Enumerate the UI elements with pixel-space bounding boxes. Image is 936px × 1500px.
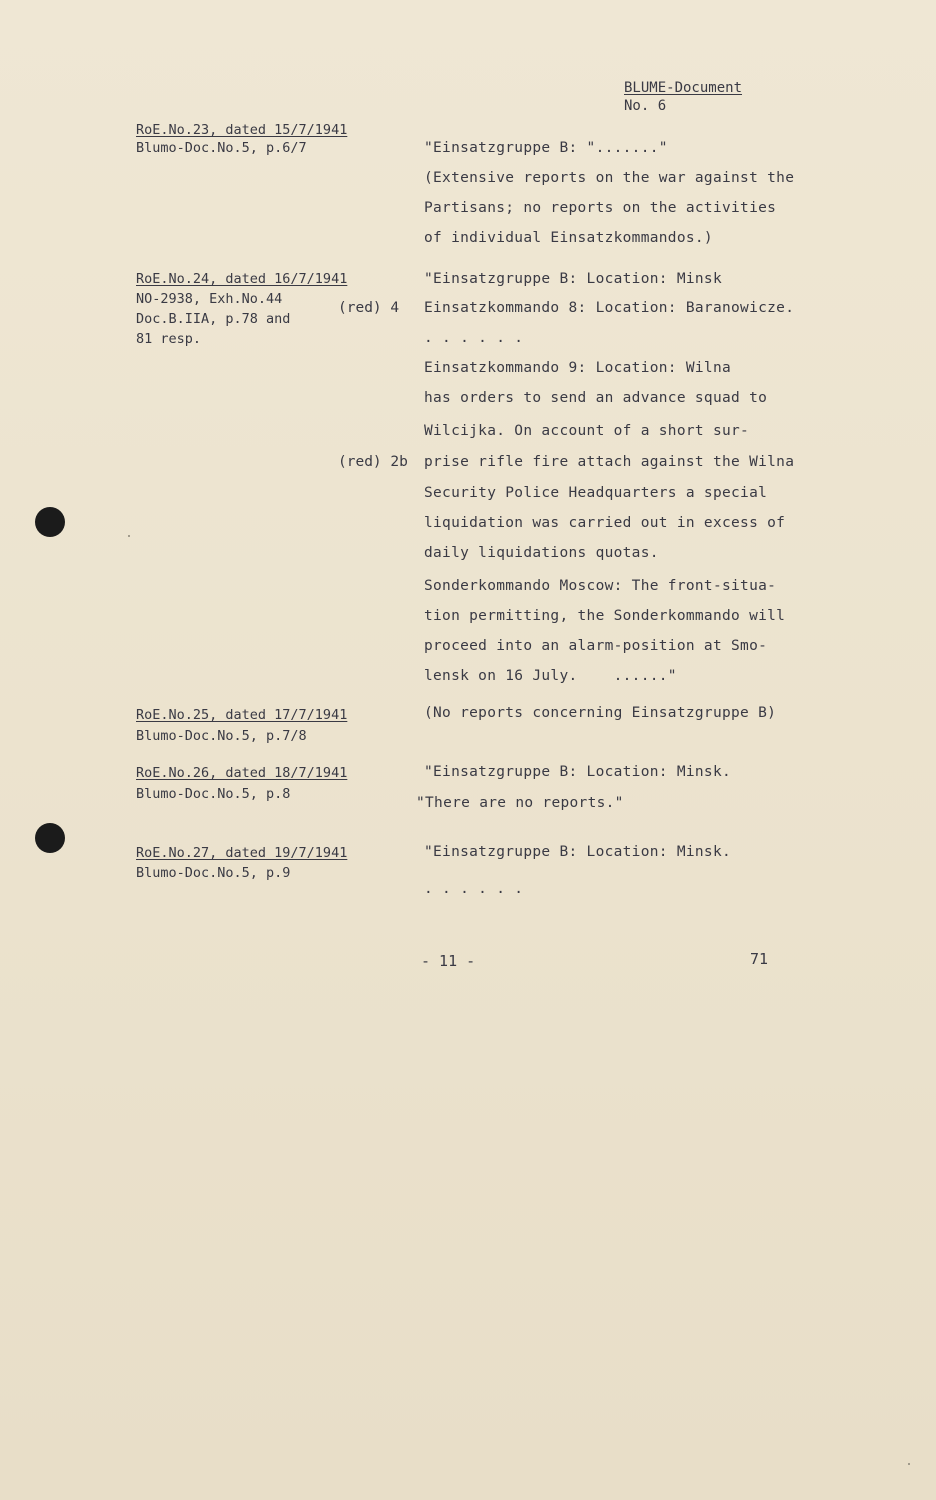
entry-23-source: Blumo-Doc.No.5, p.6/7 (136, 140, 307, 156)
entry-24-source: Doc.B.IIA, p.78 and (136, 311, 291, 327)
entry-24-text-line: tion permitting, the Sonderkommando will (424, 608, 786, 624)
entry-24-text-line: Wilcijka. On account of a short sur- (424, 423, 750, 439)
punch-hole (35, 823, 65, 853)
page-number: - 11 - (421, 952, 476, 970)
entry-23-text-line: (Extensive reports on the war against the (424, 170, 795, 186)
entry-24-source: 81 resp. (136, 331, 202, 347)
document-header-number: No. 6 (624, 98, 667, 114)
entry-26-source: Blumo-Doc.No.5, p.8 (136, 786, 291, 802)
margin-note-red-4: (red) 4 (338, 300, 400, 316)
entry-24-text-line: liquidation was carried out in excess of (424, 515, 786, 531)
margin-note-red-2b: (red) 2b (338, 454, 408, 470)
entry-24-text-line: has orders to send an advance squad to (424, 390, 768, 406)
entry-26-text-line: "There are no reports." (416, 795, 624, 811)
entry-25-source: Blumo-Doc.No.5, p.7/8 (136, 728, 307, 744)
entry-27-ref: RoE.No.27, dated 19/7/1941 (136, 845, 348, 861)
entry-24-text-line: Sonderkommando Moscow: The front-situa- (424, 578, 777, 594)
entry-23-ref: RoE.No.23, dated 15/7/1941 (136, 122, 348, 138)
entry-26-ref: RoE.No.26, dated 18/7/1941 (136, 765, 348, 781)
entry-25-text-line: (No reports concerning Einsatzgruppe B) (424, 705, 777, 721)
entry-24-text-line: "Einsatzgruppe B: Location: Minsk (424, 271, 722, 287)
entry-24-text-line: lensk on 16 July. ......" (424, 668, 677, 684)
document-header-title: BLUME-Document (624, 80, 743, 96)
punch-hole (35, 507, 65, 537)
entry-23-text-line: Partisans; no reports on the activities (424, 200, 777, 216)
entry-24-text-line: daily liquidations quotas. (424, 545, 659, 561)
paper-speck (908, 1463, 910, 1465)
entry-25-ref: RoE.No.25, dated 17/7/1941 (136, 707, 348, 723)
entry-24-text-line: proceed into an alarm-position at Smo- (424, 638, 768, 654)
entry-24-text-line: prise rifle fire attach against the Wilna (424, 454, 795, 470)
entry-26-text-line: "Einsatzgruppe B: Location: Minsk. (424, 764, 732, 780)
entry-24-text-line: Einsatzkommando 9: Location: Wilna (424, 360, 732, 376)
entry-24-ellipsis: . . . . . . (424, 330, 524, 346)
entry-24-ref: RoE.No.24, dated 16/7/1941 (136, 271, 348, 287)
entry-23-text-line: "Einsatzgruppe B: "......." (424, 140, 668, 156)
entry-27-ellipsis: . . . . . . (424, 881, 524, 897)
entry-27-text-line: "Einsatzgruppe B: Location: Minsk. (424, 844, 732, 860)
paper-speck (128, 535, 130, 537)
stamp-number: 71 (750, 950, 769, 968)
entry-24-text-line: Einsatzkommando 8: Location: Baranowicze. (424, 300, 795, 316)
entry-24-text-line: Security Police Headquarters a special (424, 485, 768, 501)
entry-23-text-line: of individual Einsatzkommandos.) (424, 230, 713, 246)
entry-24-source: NO-2938, Exh.No.44 (136, 291, 283, 307)
entry-27-source: Blumo-Doc.No.5, p.9 (136, 865, 291, 881)
